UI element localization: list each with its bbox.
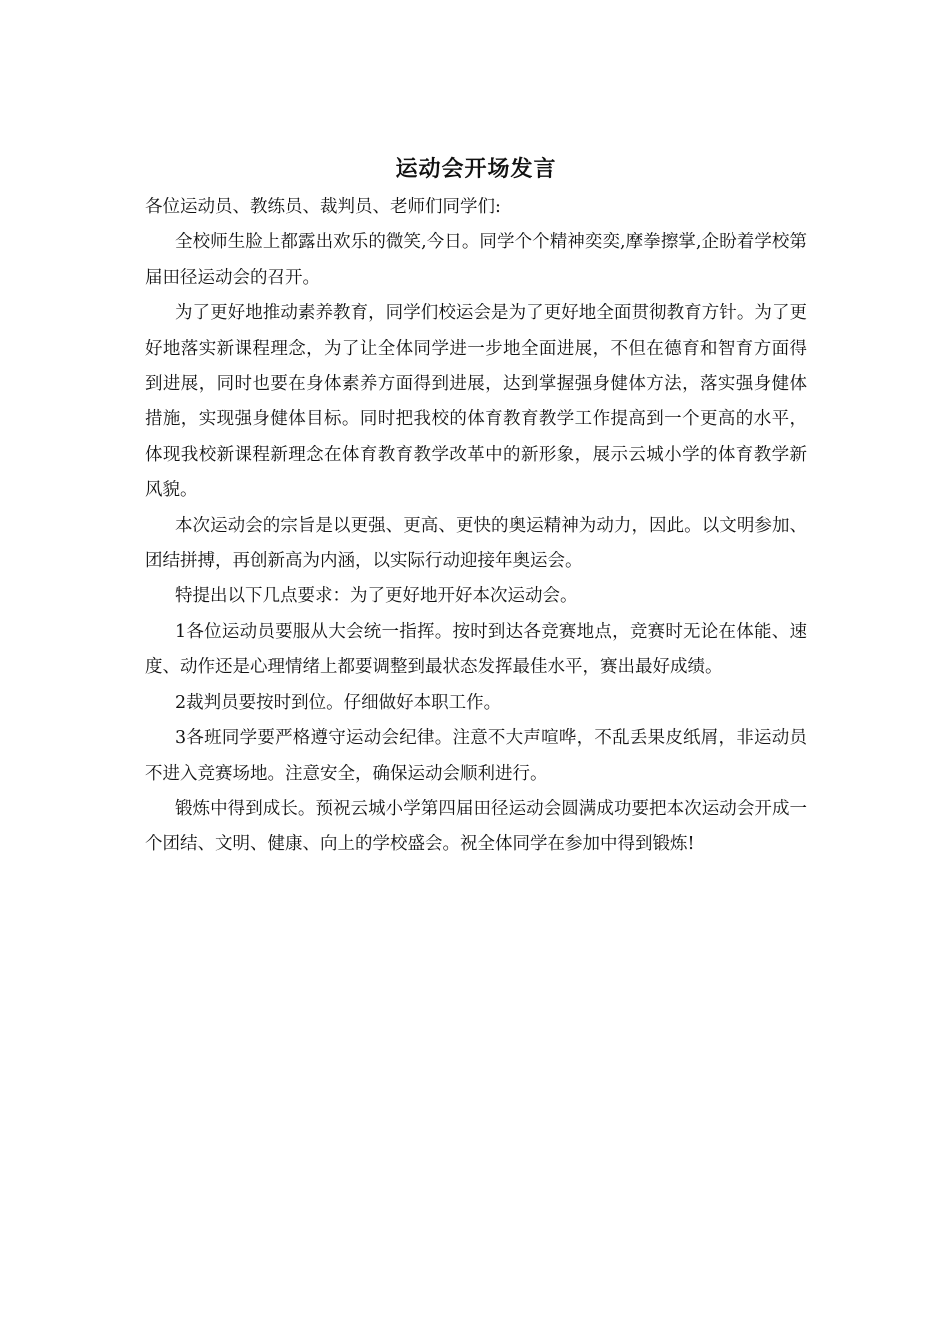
paragraph-theme: 本次运动会的宗旨是以更强、更高、更快的奥运精神为动力，因此。以文明参加、团结拼搏，再创新高为内涵，以实际行动迎接年奥运会。	[145, 515, 807, 572]
requirement-item-3: 3各班同学要严格遵守运动会纪律。注意不大声喧哗，不乱丢果皮纸屑，非运动员不进入竞赛场地。注意安全，确保运动会顺利进行。	[145, 728, 807, 784]
requirement-item-2: 2裁判员要按时到位。仔细做好本职工作。	[175, 692, 502, 713]
paragraph-purpose: 为了更好地推动素养教育，同学们校运会是为了更好地全面贯彻教育方针。为了更好地落实新课程理念，为了让全体同学进一步地全面进展，不但在德育和智育方面得到进展，同时也要在身体素养方面得到进展，达到掌握强身健体方法，落实强身健体措施，实现强身健体目标。同时把我校的体育教育教学工作提高到一个更高的水平，体现我校新课程新理念在体育教育教学改革中的新形象，展示云城小学的体育教学新风貌。	[145, 303, 807, 501]
paragraph-opening: 全校师生脸上都露出欢乐的微笑,今日。同学个个精神奕奕,摩拳擦掌,企盼着学校第届田径运动会的召开。	[145, 232, 807, 288]
paragraph-closing: 锻炼中得到成长。预祝云城小学第四届田径运动会圆满成功要把本次运动会开成一个团结、文明、健康、向上的学校盛会。祝全体同学在参加中得到锻炼!	[145, 798, 807, 855]
document-body	[145, 153, 807, 863]
paragraph-requirements-intro: 特提出以下几点要求：为了更好地开好本次运动会。	[175, 586, 578, 607]
requirement-item-1: 1各位运动员要服从大会统一指挥。按时到达各竞赛地点，竞赛时无论在体能、速度、动作还是心理情绪上都要调整到最状态发挥最佳水平，赛出最好成绩。	[145, 621, 807, 678]
document-title: 运动会开场发言	[395, 157, 557, 182]
salutation: 各位运动员、教练员、裁判员、老师们同学们:	[145, 197, 501, 217]
